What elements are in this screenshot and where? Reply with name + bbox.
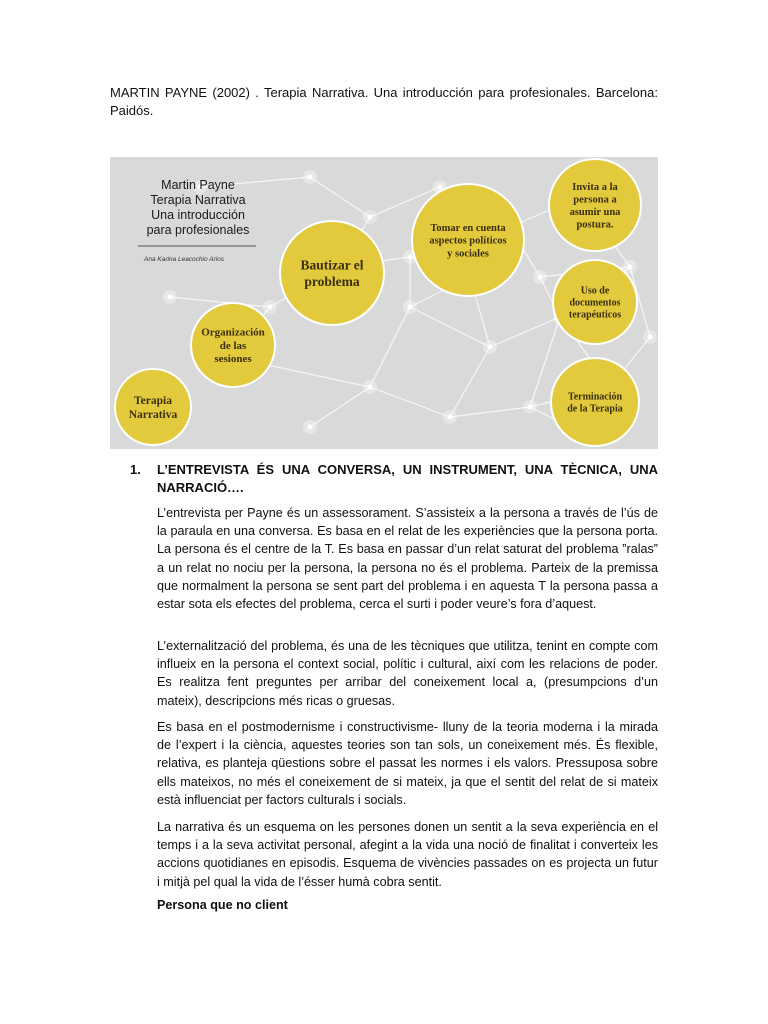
section-number: 1.: [130, 462, 141, 477]
network-node: [368, 215, 373, 220]
network-node: [628, 265, 633, 270]
concept-circle-label: Tomar en cuenta: [430, 223, 506, 235]
concept-circle-label: postura.: [576, 219, 614, 231]
concept-circle-label: Organización: [201, 326, 265, 339]
network-node: [488, 345, 493, 350]
concept-circle-label: Terapia: [134, 395, 172, 408]
network-node: [528, 405, 533, 410]
figure-title-line: Martin Payne: [161, 178, 235, 192]
paragraph-4: La narrativa és un esquema on les persones donen un sentit a la seva experiència en el temps i a la seva activitat personal, afegint a la vida una noció de finalitat i converteix les accions quotidianes en episodis. Esquema de vivències passades on es projecta un futur i mitjà pel qual la vida de l’ésser humà cobra sentit.: [157, 820, 658, 889]
concept-circle: [553, 260, 637, 344]
network-node: [448, 415, 453, 420]
concept-circle-label: documentos: [569, 297, 621, 309]
concept-circle-label: Uso de: [580, 285, 610, 297]
concept-circle: [115, 369, 191, 445]
network-node: [308, 175, 313, 180]
concept-circle-label: Terminación: [567, 391, 623, 403]
concept-circle-label: persona a: [573, 194, 617, 206]
concept-circle: [549, 159, 641, 251]
paragraph-1: L’entrevista per Payne és un assessorament. S’assisteix a la persona a través de l’ús de la paraula en una conversa. Es basa en el relat de les experiències que la persona porta. La persona és el centre de la T. Es basa en passar d’un relat saturat del problema ”ralas” a un relat no nociu per la persona, la persona no és el problema. Parteix de la premissa que normalment la persona se sent part del problema i en aquesta T la persona passa a estar sota els efectes del problema, cerca el surti i poder veure’s fora d’aquest.: [157, 506, 658, 612]
figure-author: Ana Karina Leacochio Arios: [144, 256, 224, 263]
network-node: [648, 335, 653, 340]
network-node: [308, 425, 313, 430]
concept-circle-label: y sociales: [447, 248, 489, 260]
concept-circle-label: Narrativa: [128, 408, 178, 421]
concept-circle-label: terapéuticos: [568, 309, 622, 321]
network-node: [168, 295, 173, 300]
network-node: [538, 275, 543, 280]
network-node: [408, 305, 413, 310]
concept-circle-label: Bautizar el: [300, 257, 364, 273]
network-node: [368, 385, 373, 390]
citation: MARTIN PAYNE (2002) . Terapia Narrativa. Una introducción para profesionales. Barcelona: Paidós.: [110, 85, 658, 118]
concept-circle-label: asumir una: [569, 206, 621, 218]
paragraph-5: Persona que no client: [157, 898, 288, 912]
network-node: [438, 185, 443, 190]
concept-circle-label: de las: [219, 339, 247, 352]
network-node: [408, 255, 413, 260]
concept-map-svg: [110, 157, 658, 449]
figure-title: [147, 178, 250, 237]
section-heading-text: L’ENTREVISTA ÉS UNA CONVERSA, UN INSTRUMENT, UNA TÈCNICA, UNA NARRACIÓ….: [157, 462, 658, 495]
concept-circle-label: Invita a la: [572, 181, 618, 193]
figure-title-line: Terapia Narrativa: [150, 193, 246, 207]
figure-title-line: para profesionales: [146, 223, 250, 237]
figure-title-line: Una introducción: [151, 208, 245, 222]
concept-map-figure: [110, 157, 658, 449]
concept-circle: [280, 221, 384, 325]
concept-circle: [191, 303, 275, 387]
concept-circle-label: de la Terapia: [567, 403, 623, 415]
concept-circle-label: sesiones: [214, 353, 252, 366]
concept-circle: [412, 184, 524, 296]
paragraph-3: Es basa en el postmodernisme i constructivisme- lluny de la teoria moderna i la mirada de l’expert i la ciència, aquestes teories son tan sols, un coneixement més. És flexible, relativa, es planteja qüestions sobre el passat les normes i els valors. Pressuposa sobre ells mateixos, no més el coneixement de si mateix, ja que el sentit del relat de si mateix està influenciat per factors culturals i socials.: [157, 720, 658, 807]
concept-circle-label: problema: [304, 273, 360, 289]
concept-circle: [551, 358, 639, 446]
concept-circle-label: aspectos políticos: [429, 235, 507, 247]
network-node: [268, 305, 273, 310]
paragraph-2: L’externalització del problema, és una de les tècniques que utilitza, tenint en compte com influeix en la persona el context social, polític i cultural, així com les relacions de poder. Es realitza fent preguntes per arribar del coneixement local a, (presumpcions d’un mateix), descripcions més ricas o gruesas.: [157, 639, 658, 708]
